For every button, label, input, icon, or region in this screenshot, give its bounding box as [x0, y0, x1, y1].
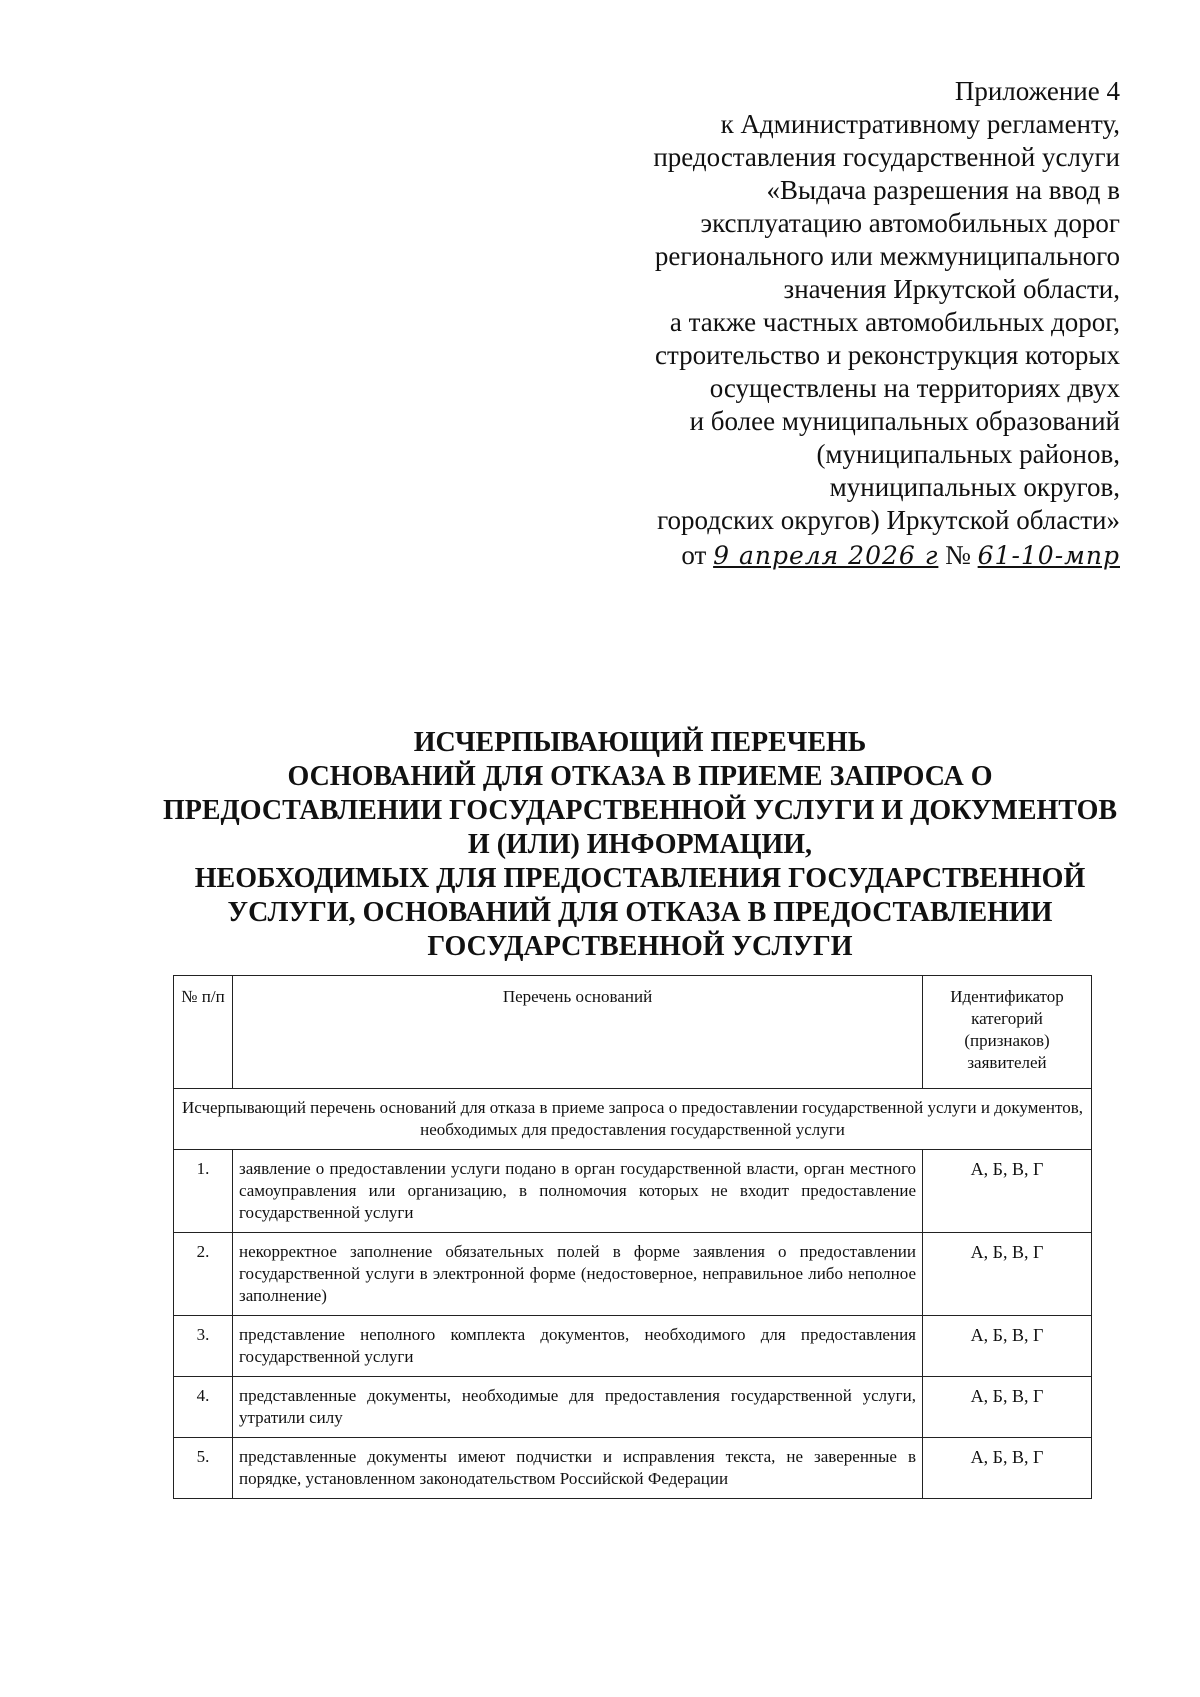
appendix-line: и более муниципальных образований [689, 406, 1120, 436]
document-title [160, 726, 1120, 964]
appendix-line: городских округов) Иркутской области» [657, 505, 1120, 535]
appendix-line: предоставления государственной услуги [653, 142, 1120, 172]
title-line: ОСНОВАНИЙ ДЛЯ ОТКАЗА В ПРИЕМЕ ЗАПРОСА О [287, 761, 993, 792]
number-sign: № [945, 540, 971, 570]
date-prefix: от [681, 540, 707, 570]
appendix-line: «Выдача разрешения на ввод в [766, 175, 1120, 205]
row-number: 2. [174, 1233, 233, 1316]
appendix-block [560, 75, 1120, 572]
table-row [174, 1438, 1092, 1499]
appendix-line: эксплуатацию автомобильных дорог [700, 208, 1120, 238]
section-title: Исчерпывающий перечень оснований для отказа в приеме запроса о предоставлении государственной услуги и документов, необходимых для предоставления государственной услуги [174, 1089, 1092, 1150]
reasons-table [173, 975, 1092, 1499]
row-text: представленные документы имеют подчистки и исправления текста, не заверенные в порядке, установленном законодательством Российской Федерации [233, 1438, 923, 1499]
date-number-line [560, 539, 1120, 572]
appendix-line: значения Иркутской области, [783, 274, 1120, 304]
title-line: ГОСУДАРСТВЕННОЙ УСЛУГИ [427, 931, 853, 962]
section-row [174, 1089, 1092, 1150]
handwritten-number: 61-10-мпр [977, 541, 1120, 570]
appendix-line: а также частных автомобильных дорог, [669, 307, 1120, 337]
appendix-line: осуществлены на территориях двух [709, 373, 1120, 403]
header-identifier: Идентификатор категорий (признаков) заявителей [923, 976, 1092, 1089]
row-number: 4. [174, 1377, 233, 1438]
appendix-line: муниципальных округов, [829, 472, 1120, 502]
handwritten-date: 9 апреля 2026 г [713, 541, 939, 570]
table-row [174, 1377, 1092, 1438]
row-number: 1. [174, 1150, 233, 1233]
appendix-line: к Административному регламенту, [720, 109, 1120, 139]
title-line: ИСЧЕРПЫВАЮЩИЙ ПЕРЕЧЕНЬ [413, 727, 867, 758]
title-line: И (ИЛИ) ИНФОРМАЦИИ, [467, 829, 813, 860]
appendix-line: Приложение 4 [954, 76, 1120, 106]
appendix-line: (муниципальных районов, [816, 439, 1120, 469]
header-num: № п/п [174, 976, 233, 1089]
row-text: заявление о предоставлении услуги подано в орган государственной власти, орган местного самоуправления или организацию, в полномочия которых не входит предоставление государственной услуги [233, 1150, 923, 1233]
row-text: представление неполного комплекта документов, необходимого для предоставления государственной услуги [233, 1316, 923, 1377]
title-line: УСЛУГИ, ОСНОВАНИЙ ДЛЯ ОТКАЗА В ПРЕДОСТАВЛЕНИИ [227, 897, 1053, 928]
table-row [174, 1150, 1092, 1233]
row-text: представленные документы, необходимые для предоставления государственной услуги, утратили силу [233, 1377, 923, 1438]
title-line: ПРЕДОСТАВЛЕНИИ ГОСУДАРСТВЕННОЙ УСЛУГИ И ДОКУМЕНТОВ [162, 795, 1118, 826]
row-categories: А, Б, В, Г [923, 1438, 1092, 1499]
row-number: 5. [174, 1438, 233, 1499]
row-number: 3. [174, 1316, 233, 1377]
row-categories: А, Б, В, Г [923, 1316, 1092, 1377]
table-row [174, 1316, 1092, 1377]
table-row [174, 1233, 1092, 1316]
appendix-line: строительство и реконструкция которых [654, 340, 1120, 370]
appendix-line: регионального или межмуниципального [654, 241, 1120, 271]
row-text: некорректное заполнение обязательных полей в форме заявления о предоставлении государственной услуги в электронной форме (недостоверное, неправильное либо неполное заполнение) [233, 1233, 923, 1316]
row-categories: А, Б, В, Г [923, 1233, 1092, 1316]
row-categories: А, Б, В, Г [923, 1377, 1092, 1438]
title-line: НЕОБХОДИМЫХ ДЛЯ ПРЕДОСТАВЛЕНИЯ ГОСУДАРСТВЕННОЙ [194, 863, 1086, 894]
table-header-row [174, 976, 1092, 1089]
row-categories: А, Б, В, Г [923, 1150, 1092, 1233]
header-reasons: Перечень оснований [233, 976, 923, 1089]
